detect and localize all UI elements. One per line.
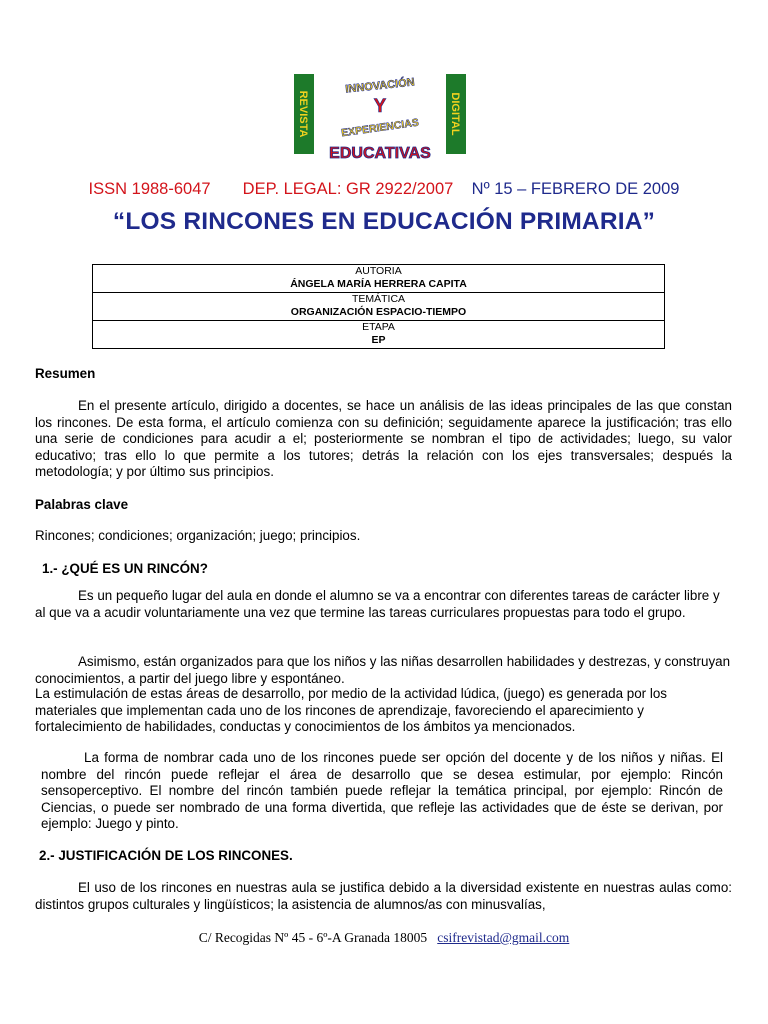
logo-left-letters: REVISTA	[297, 90, 309, 138]
logo-left-column	[294, 74, 314, 154]
palabras-heading: Palabras clave	[35, 497, 129, 512]
section2-heading: 2.- JUSTIFICACIÓN DE LOS RINCONES.	[39, 848, 293, 863]
section1-p2b: La estimulación de estas áreas de desarrollo, por medio de la actividad lúdica, (juego) es generada por los materiales que implementan cada uno de los rincones de aprendizaje, favoreciendo el aparecimiento y fortalecimiento de habilidades, conductas y conocimientos de los ámbitos ya mencionados.	[35, 686, 667, 735]
section2-p1: El uso de los rincones en nuestras aula se justifica debido a la diversidad existente en nuestras aulas como: distintos grupos culturales y lingüísticos; la asistencia de alumnos/as con minusvalías,	[35, 880, 732, 912]
section1-heading: 1.- ¿QUÉ ES UN RINCÓN?	[42, 561, 208, 576]
meta-value: ORGANIZACIÓN ESPACIO-TIEMPO	[290, 306, 467, 318]
dep-legal: DEP. LEGAL: GR 2922/2007	[242, 180, 454, 198]
metadata-table	[92, 264, 665, 349]
meta-row-autoria	[93, 265, 665, 293]
issn: ISSN 1988-6047	[88, 180, 211, 198]
section1-p2a: Asimismo, están organizados para que los niños y las niñas desarrollen habilidades y destrezas, y construyan conocimientos, a partir del juego libre y espontáneo.	[35, 654, 731, 686]
logo-experiencias: EXPERIENCIAS	[340, 116, 420, 140]
meta-label: AUTORIA	[355, 265, 402, 277]
issn-line	[0, 180, 768, 199]
logo-innovacion: INNOVACIÓN	[344, 76, 416, 96]
logo-educativas: EDUCATIVAS	[329, 145, 431, 162]
meta-row-tematica	[93, 293, 665, 321]
resumen-heading: Resumen	[35, 366, 96, 381]
meta-row-etapa	[93, 321, 665, 349]
meta-label: TEMÁTICA	[351, 293, 406, 305]
footer	[0, 930, 768, 946]
section1-p3: La forma de nombrar cada uno de los rincones puede ser opción del docente y de los niños y niñas. El nombre del rincón puede reflejar el área de desarrollo que se desea estimular, por ejemplo: Rincón sensoperceptivo. El nombre del rincón también puede reflejar la temática principal, por ejemplo: Rincón de Ciencias, o puede ser nombrado de una forma divertida, que refleje las actividades que de éste se derivan, por ejemplo: Juego y pinto.	[41, 750, 723, 832]
footer-email-link[interactable]: csifrevistad@gmail.com	[437, 930, 570, 945]
meta-value: EP	[371, 334, 386, 346]
logo-right-letters: DIGITAL	[449, 92, 461, 136]
article-title: “LOS RINCONES EN EDUCACIÓN PRIMARIA”	[112, 208, 656, 235]
section1-p1: Es un pequeño lugar del aula en donde el alumno se va a encontrar con diferentes tareas de carácter libre y al que va a acudir voluntariamente una vez que termine las tareas curriculares propuestas para todo el grupo.	[35, 588, 720, 620]
logo-right-column	[446, 74, 466, 154]
magazine-logo	[292, 72, 468, 164]
logo-y: Y	[373, 96, 387, 117]
footer-address: C/ Recogidas Nº 45 - 6º-A Granada 18005	[198, 930, 428, 945]
meta-label: ETAPA	[362, 321, 395, 333]
meta-value: ÁNGELA MARÍA HERRERA CAPITA	[290, 278, 467, 290]
resumen-text: En el presente artículo, dirigido a docentes, se hace un análisis de las ideas principales de las que constan los rincones. De esta forma, el artículo comienza con su definición; seguidamente aparece la justificación; tras ello una serie de condiciones para acudir a el; posteriormente se nombran el tipo de actividades; luego, su valor educativo; tras ello lo que permite a los tutores; detrás la relación con los ejes transversales; después la metodología; y por último sus principios.	[35, 398, 732, 480]
issue-number: Nº 15 – FEBRERO DE 2009	[471, 180, 680, 198]
palabras-text: Rincones; condiciones; organización; juego; principios.	[35, 528, 361, 543]
